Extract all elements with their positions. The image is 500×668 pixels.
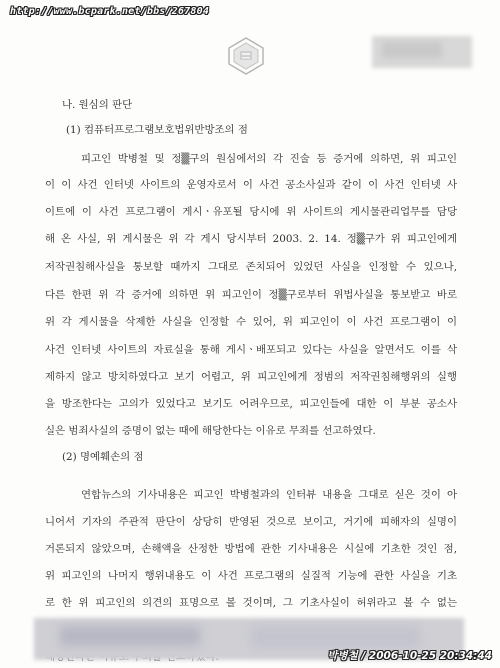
paragraph-1-line: 이 이 사건 인터넷 사이트의 운영자로서 이 사건 공소사실과 같이 이 사건 인터넷 사 — [45, 179, 457, 191]
paragraph-1-line: 사건 인터넷 사이트의 자료실을 통해 게시ㆍ배포되고 있다는 사실을 알면서도 이를 삭 — [45, 344, 457, 356]
paragraph-1-line: 을 방조한다는 고의가 있었다고 보기도 어려우므로, 피고인들에 대한 이 부분 공소사 — [45, 398, 457, 410]
paragraph-1-line: 제하지 않고 방치하였다고 보기 어렵고, 위 피고인에게 정범의 저작권침해행위의 실행 — [45, 371, 457, 383]
paragraph-2-line: 위 피고인의 나머지 행위내용도 이 사건 프로그램의 실질적 기능에 관한 사실을 기초 — [45, 570, 457, 582]
redacted-footer-right — [250, 626, 420, 648]
section-heading: 나. 원심의 판단 — [62, 99, 133, 111]
watermark-url: http://www.bcpark.net/bbs/267804 — [10, 6, 210, 17]
court-seal-icon — [226, 36, 266, 76]
subsection-heading-1: (1) 컴퓨터프로그램보호법위반방조의 점 — [66, 124, 248, 136]
paragraph-2-line: 연합뉴스의 기사내용은 피고인 박병철과의 인터뷰 내용을 그대로 싣은 것이 아 — [81, 489, 457, 501]
paragraph-1-line: 저작권침해사실을 통보할 때까지 그대로 존치되어 있었던 사실을 인정할 수 있으나, — [45, 261, 457, 273]
redacted-top-right-inner — [382, 42, 442, 58]
paragraph-2-line: 니어서 기자의 주관적 판단이 상당히 반영된 것으로 보이고, 거기에 피해자의 실명이 — [45, 516, 457, 528]
paragraph-1-line: 이트에 이 사건 프로그램이 게시ㆍ유포될 당시에 위 사이트의 게시물관리업무를 담당 — [45, 206, 457, 218]
paragraph-1-line: 실은 범죄사실의 증명이 없는 때에 해당한다는 이유로 무죄를 선고하였다. — [45, 425, 376, 437]
paragraph-1-line: 다른 한편 위 각 증거에 의하면 위 피고인이 정▒구로부터 위법사실을 통보받고 바로 — [45, 289, 457, 301]
paragraph-1-line: 해 온 사실, 위 게시물은 위 각 게시 당시부터 2003. 2. 14. 정▒구가 위 피고인에게 — [45, 233, 457, 245]
paragraph-1-line: 위 각 게시물을 삭제한 사실을 인정할 수 있어, 위 피고인이 이 사건 프로그램이 이 — [45, 316, 457, 328]
subsection-heading-2: (2) 명예훼손의 점 — [62, 451, 144, 463]
author-timestamp-stamp: 박병철 / 2006-10-25 20:34:44 — [327, 650, 492, 662]
paragraph-2-line: 로 한 위 피고인의 의견의 표명으로 볼 것이며, 그 기초사실이 허위라고 볼 수 없는 — [45, 597, 457, 609]
paragraph-1-line: 피고인 박병철 및 정▒구의 원심에서의 각 진술 등 증거에 의하면, 위 피고인 — [81, 153, 457, 165]
redacted-footer-left — [60, 626, 200, 646]
paragraph-2-line: 거론되지 않았으며, 손해액을 산정한 방법에 관한 기사내용은 시실에 기초한 것인 점, — [45, 543, 457, 555]
